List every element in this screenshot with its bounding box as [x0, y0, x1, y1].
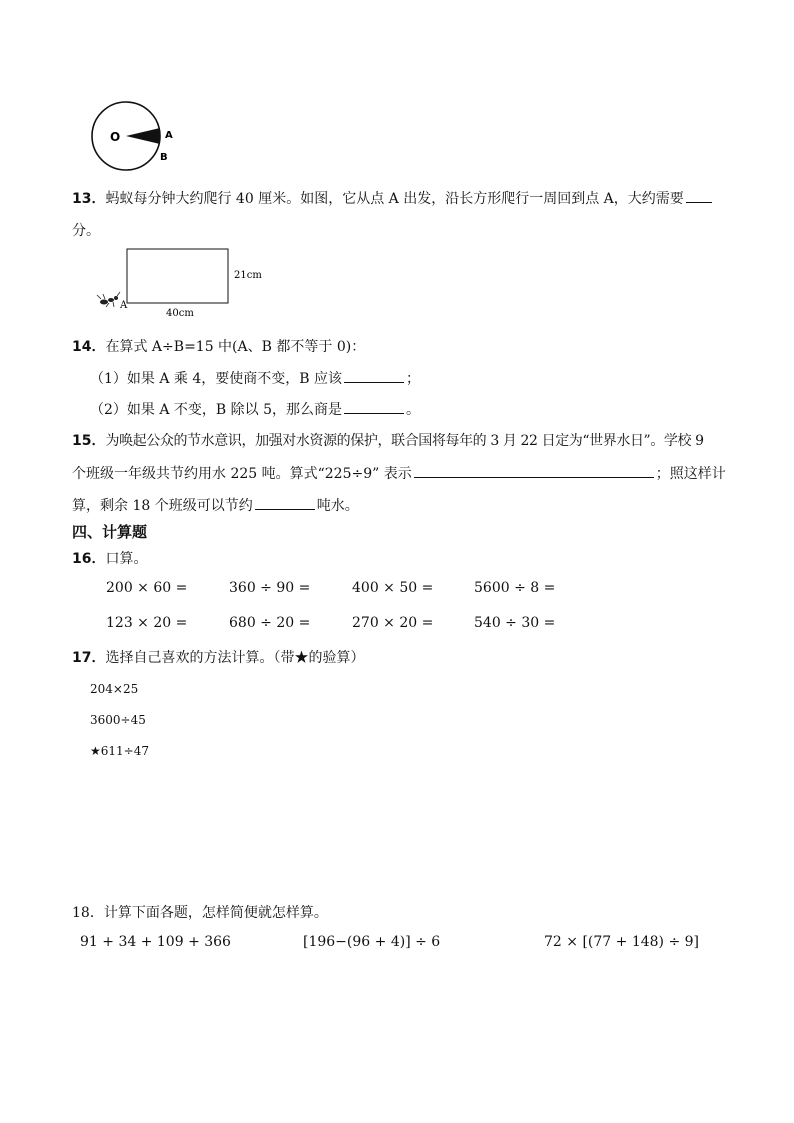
q14-part1-text: （1）如果 A 乘 4，要使商不变，B 应该: [90, 371, 343, 387]
q15-text-line3-suffix: 吨水。: [316, 498, 359, 514]
q15-amount-blank[interactable]: [255, 495, 315, 510]
q14-part1-blank[interactable]: [344, 368, 404, 383]
q17-item2: 3600÷45: [90, 713, 146, 727]
q16-row2-item3: 270 × 20 =: [352, 615, 434, 631]
q15-text-line2: 个班级一年级共节约用水 225 吨。算式“225÷9” 表示: [72, 466, 412, 482]
q15-line1: 15．为唤起公众的节水意识，加强对水资源的保护，联合国将每年的 3 月 22 日定为“世界水日”。学校 9: [72, 433, 704, 449]
q17-title-text: 选择自己喜欢的方法计算。（带★的验算）: [105, 650, 365, 666]
q17-item3: ★611÷47: [90, 744, 149, 758]
q14-number: 14: [72, 339, 92, 355]
circle-point-a-label: A: [165, 130, 173, 141]
q18-number: 18: [72, 905, 90, 921]
q15-line3: [72, 495, 359, 515]
q14-part1: [90, 368, 420, 388]
circle-figure: [86, 100, 186, 176]
q14-part2: [90, 399, 420, 419]
rectangle-figure: [92, 244, 272, 320]
circle-center-label: O: [110, 130, 121, 144]
rect-height-label: 21cm: [234, 270, 262, 281]
q16-row2-item4: 540 ÷ 30 =: [474, 615, 556, 631]
circle-point-b-label: B: [160, 152, 168, 163]
q13-number: 13: [72, 191, 92, 207]
q18-item3: 72 × [(77 + 148) ÷ 9]: [544, 934, 699, 950]
q15-line2: [72, 463, 726, 483]
q17-number: 17: [72, 650, 92, 666]
q14-part2-text: （2）如果 A 不变，B 除以 5，那么商是: [90, 402, 343, 418]
q16-number: 16: [72, 551, 92, 567]
q15-number: 15: [72, 433, 92, 449]
q14-part1-suffix: ；: [406, 371, 421, 387]
q14-part2-blank[interactable]: [344, 399, 404, 414]
q16-title-text: 口算。: [105, 551, 148, 567]
q14-part2-suffix: 。: [406, 402, 421, 418]
q16-row1-item2: 360 ÷ 90 =: [229, 580, 311, 596]
q17-item1: 204×25: [90, 682, 139, 696]
q13-text-line1: 蚂蚁每分钟大约爬行 40 厘米。如图，它从点 A 出发，沿长方形爬行一周回到点 A，大约需要: [105, 191, 684, 207]
q18-title-text: 计算下面各题，怎样简便就怎样算。: [103, 905, 328, 921]
q16-row2-item1: 123 × 20 =: [106, 615, 188, 631]
q16-row1-item3: 400 × 50 =: [352, 580, 434, 596]
q18-title: 18．计算下面各题，怎样简便就怎样算。: [72, 905, 328, 921]
q16-title: 16．口算。: [72, 551, 148, 567]
q15-meaning-blank[interactable]: [414, 463, 654, 478]
q13-answer-blank[interactable]: [686, 188, 712, 203]
q15-text-line2-suffix: ；照这样计: [655, 466, 726, 482]
rect-width-label: 40cm: [166, 308, 194, 319]
q14-stem: 14．在算式 A÷B=15 中(A、B 都不等于 0)：: [72, 339, 366, 355]
section-title: 四、计算题: [72, 523, 148, 541]
q18-item2: [196−(96 + 4)] ÷ 6: [303, 934, 441, 950]
q14-stem-text: 在算式 A÷B=15 中(A、B 都不等于 0)：: [105, 339, 366, 355]
q15-text-line3: 算，剩余 18 个班级可以节约: [72, 498, 253, 514]
ant-icon: [97, 292, 120, 307]
q18-item1: 91 + 34 + 109 + 366: [80, 934, 231, 950]
q16-row1-item1: 200 × 60 =: [106, 580, 188, 596]
q13-line2: 分。: [72, 223, 100, 239]
rect-point-a-label: A: [120, 300, 128, 311]
q13-line1: 13．蚂蚁每分钟大约爬行 40 厘米。如图，它从点 A 出发，沿长方形爬行一周回到点 A，大约需要: [72, 188, 714, 208]
q17-title: 17．选择自己喜欢的方法计算。（带★的验算）: [72, 650, 365, 666]
q16-row2-item2: 680 ÷ 20 =: [229, 615, 311, 631]
q16-row1-item4: 5600 ÷ 8 =: [474, 580, 556, 596]
q15-text-line1: 为唤起公众的节水意识，加强对水资源的保护，联合国将每年的 3 月 22 日定为“世界水日”。学校 9: [105, 433, 704, 449]
